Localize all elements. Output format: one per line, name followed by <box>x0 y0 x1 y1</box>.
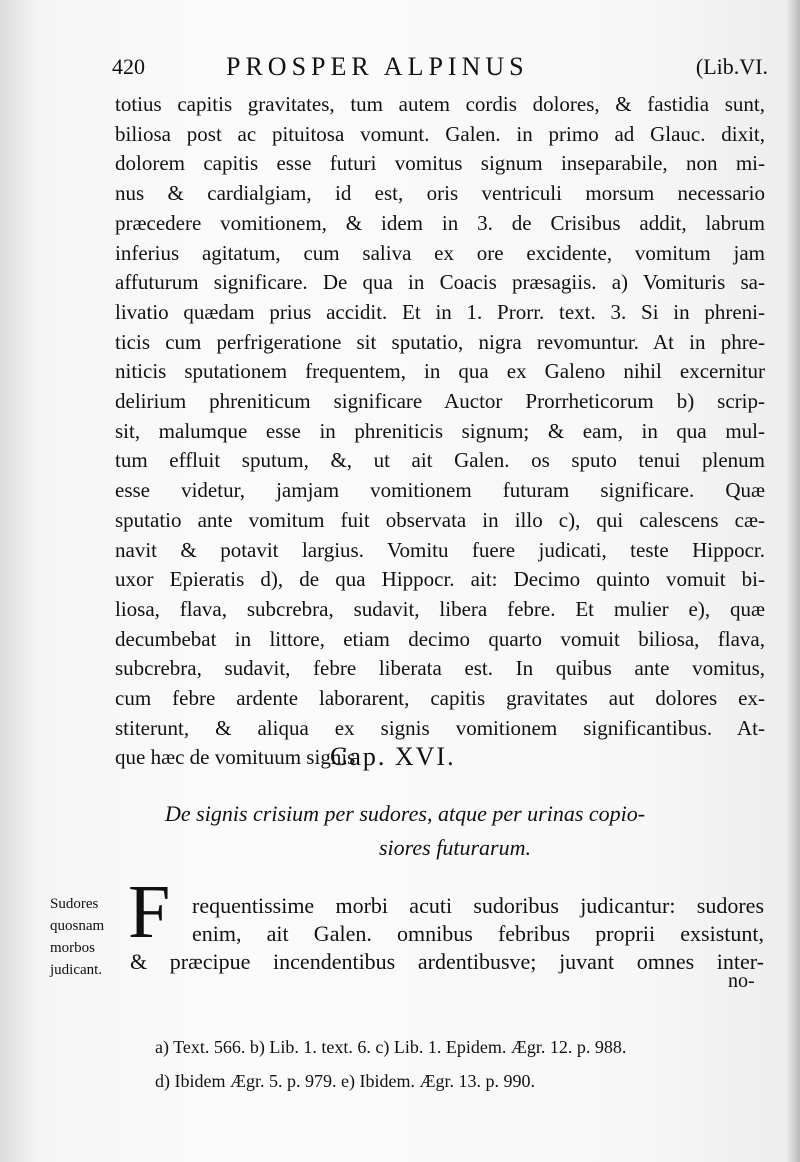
note-line: quosnam <box>50 918 105 934</box>
gutter-shadow <box>0 0 38 1162</box>
text-line: præcedere vomitionem, & idem in 3. de Crisibus addit, labrum <box>115 210 765 235</box>
text-line: dolorem capitis esse futuri vomitus signum inseparabile, non mi- <box>115 151 765 176</box>
text-line: liosa, flava, subcrebra, sudavit, libera febre. Et mulier e), quæ <box>115 596 765 621</box>
main-paragraph <box>115 90 765 773</box>
drop-capital: F <box>128 870 171 954</box>
text-line: nus & cardialgiam, id est, oris ventriculi morsum necessario <box>115 181 765 206</box>
note-line: morbos <box>50 940 95 956</box>
text-line: cum febre ardente laborarent, capitis gravitates aut dolores ex- <box>115 686 765 711</box>
text-line: niticis sputationem frequentem, in qua ex Galeno nihil excernitur <box>115 359 765 384</box>
subtitle-line: De signis crisium per sudores, atque per urinas copio- <box>165 801 646 826</box>
text-line: totius capitis gravitates, tum autem cordis dolores, & fastidia sunt, <box>115 92 765 116</box>
text-line: uxor Epieratis d), de qua Hippocr. ait: Decimo quinto vomuit bi- <box>115 567 765 592</box>
text-line: requentissime morbi acuti sudoribus judicantur: sudores <box>192 893 764 918</box>
catchword: no- <box>728 970 755 992</box>
text-line: delirium phreniticum significare Auctor Prorrheticorum b) scrip- <box>115 389 765 414</box>
text-line: stiterunt, & aliqua ex signis vomitionem significantibus. At- <box>115 715 765 740</box>
running-title: PROSPER ALPINUS <box>226 52 529 81</box>
footnotes <box>155 1030 765 1098</box>
note-line: Sudores <box>50 896 99 912</box>
text-line: affuturum significare. De qua in Coacis præsagiis. a) Vomituris sa- <box>115 270 765 295</box>
page-header <box>108 50 768 86</box>
page-number: 420 <box>112 54 145 79</box>
text-line: inferius agitatum, cum saliva ex ore excidente, vomitum jam <box>115 240 765 265</box>
text-line: subcrebra, sudavit, febre liberata est. In quibus ante vomitus, <box>115 656 765 681</box>
text-line: livatio quædam prius accidit. Et in 1. Prorr. text. 3. Si in phreni- <box>115 299 765 324</box>
text-line: navit & potavit largius. Vomitu fuere judicati, teste Hippocr. <box>115 537 765 562</box>
text-line: tum effluit sputum, &, ut ait Galen. os sputo tenui plenum <box>115 448 765 473</box>
text-line: decumbebat in littore, etiam decimo quarto vomuit biliosa, flava, <box>115 626 765 651</box>
book-reference: (Lib.VI. <box>695 54 768 79</box>
footnote-line: a) Text. 566. b) Lib. 1. text. 6. c) Lib. 1. Epidem. Ægr. 12. p. 988. <box>155 1037 627 1057</box>
text-line: biliosa post ac pituitosa vomunt. Galen. in primo ad Glauc. dixit, <box>115 121 765 146</box>
page-edge-shadow <box>786 0 800 1162</box>
text-line: enim, ait Galen. omnibus febribus proprii exsistunt, <box>192 921 764 946</box>
chapter-paragraph <box>192 892 764 948</box>
text-line: sit, malumque esse in phreniticis signum; & eam, in qua mul- <box>115 418 765 443</box>
chapter-heading: Cap. XVI. <box>330 742 456 771</box>
chapter-subtitle <box>165 797 745 865</box>
subtitle-line: siores futurarum. <box>379 835 531 860</box>
marginal-note <box>50 893 130 981</box>
text-line: que hæc de vomituum signis. <box>115 745 361 770</box>
footnote-line: d) Ibidem Ægr. 5. p. 979. e) Ibidem. Ægr. 13. p. 990. <box>155 1071 535 1091</box>
text-line: & præcipue incendentibus ardentibusve; juvant omnes inter- <box>130 949 764 974</box>
text-line: ticis cum perfrigeratione sit sputatio, nigra revomuntur. At in phre- <box>115 329 765 354</box>
note-line: judicant. <box>50 962 103 978</box>
text-line: esse videtur, jamjam vomitionem futuram significare. Quæ <box>115 478 765 503</box>
text-line: sputatio ante vomitum fuit observata in illo c), qui calescens cæ- <box>115 507 765 532</box>
